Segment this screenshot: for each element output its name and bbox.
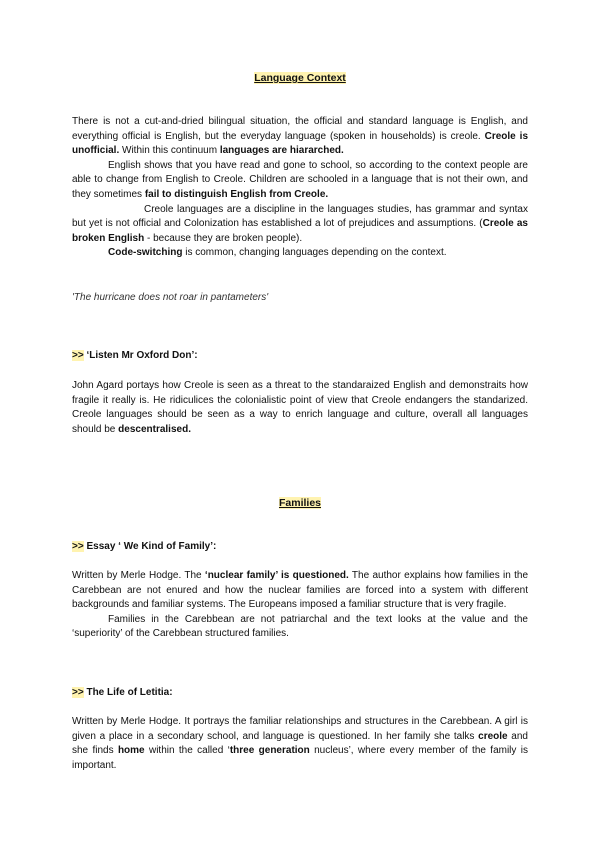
- section-title-families: Families: [278, 497, 322, 509]
- heading-marker: >>: [72, 687, 84, 698]
- heading-listen-mr-oxford-don: >> ‘Listen Mr Oxford Don’:: [72, 350, 198, 361]
- heading-marker: >>: [72, 541, 84, 552]
- section-title-language-context: Language Context: [254, 72, 346, 84]
- paragraph-code-switching: Code-switching is common, changing languages depending on the context.: [108, 247, 447, 259]
- paragraph-letitia: Written by Merle Hodge. It portrays the familiar relationships and structures in the Carebbean. A girl is given a place in a secondary school, and language is questioned. In her family she talks creole and she finds home within the called ‘three generation nucleus’, where every member of the family is important.: [72, 716, 528, 771]
- heading-life-of-letitia: >> The Life of Letitia:: [72, 687, 173, 698]
- paragraph-not-patriarchal: Families in the Carebbean are not patriarchal and the text looks at the value and the ‘superiority’ of the Carebbean structured families.: [72, 613, 528, 640]
- paragraph-continuum: There is not a cut-and-dried bilingual situation, the official and standard language is English, and everything official is English, but the everyday language (spoken in households) is creole. Creole is unofficial. Within this continuum languages are hiararched.: [72, 116, 529, 157]
- paragraph-agard: John Agard portays how Creole is seen as a threat to the standaraized English and demonstraits how fragile it really is. He ridiculices the colonialistic point of view that Creole endangers the standarized. Creole languages should be seen as a way to enrich language and culture, overall all languages should be descentralised.: [72, 380, 528, 435]
- essay-body: [72, 569, 528, 642]
- heading-marker: >>: [72, 350, 84, 361]
- language-context-body: [72, 115, 528, 261]
- listen-body: [72, 379, 528, 437]
- paragraph-creole-discipline: Creole languages are a discipline in the languages studies, has grammar and syntax but yet is not official and Colonization has established a lot of prejudices and assumptions. (Creole as broken English - because they are broken people).: [72, 203, 528, 244]
- paragraph-english-school: English shows that you have read and gone to school, so according to the context people are able to change from English to Creole. Children are schooled in a language that is not their own, and they sometimes fail to distinguish English from Creole.: [72, 159, 528, 200]
- letitia-body: [72, 715, 528, 773]
- paragraph-nuclear-family: Written by Merle Hodge. The ‘nuclear family’ is questioned. The author explains how families in the Carebbean are not enured and how the nuclear families are forced into a system with different backgrounds and familiar systems. The Europeans imposed a familiar structure that is very fragile.: [72, 570, 529, 611]
- quote-hurricane: 'The hurricane does not roar in pantameters': [72, 292, 269, 303]
- heading-essay-we-kind-of-family: >> Essay ‘ We Kind of Family’:: [72, 541, 217, 552]
